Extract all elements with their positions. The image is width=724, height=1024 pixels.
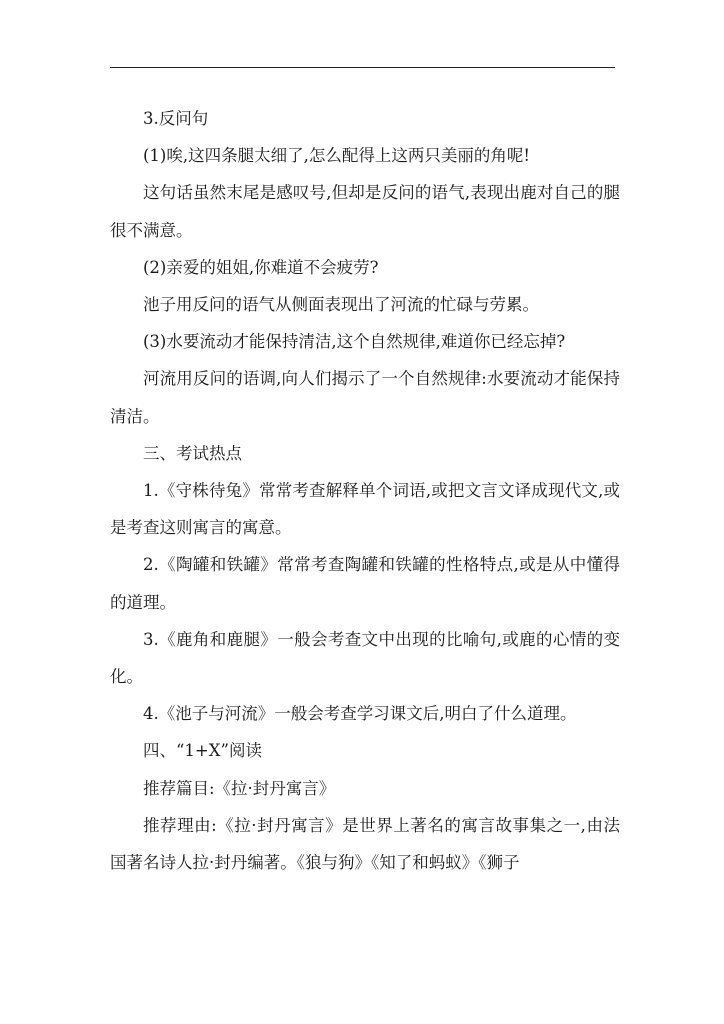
example-sentence-3: (3)水要流动才能保持清洁,这个自然规律,难道你已经忘掉? — [143, 332, 566, 352]
explanation-paragraph-3: 河流用反问的语调,向人们揭示了一个自然规律:水要流动才能保持清洁。 — [110, 369, 620, 426]
exam-point-4: 4.《池子与河流》一般会考查学习课文后,明白了什么道理。 — [143, 704, 577, 724]
header-rule — [110, 67, 615, 68]
section-heading-rhetorical-question: 3.反问句 — [143, 109, 209, 128]
example-sentence-2: (2)亲爱的姐姐,你难道不会疲劳? — [143, 257, 379, 277]
section-heading-reading: 四、“1+X”阅读 — [143, 741, 262, 761]
example-sentence-1: (1)唉,这四条腿太细了,怎么配得上这两只美丽的角呢! — [143, 146, 530, 166]
explanation-paragraph-2: 池子用反问的语气从侧面表现出了河流的忙碌与劳累。 — [143, 295, 539, 315]
document-body — [110, 100, 620, 881]
recommendation-reason: 推荐理由:《拉·封丹寓言》是世界上著名的寓言故事集之一,由法国著名诗人拉·封丹编著。《狼与狗》《知了和蚂蚁》《狮子 — [110, 815, 620, 873]
recommended-title: 推荐篇目:《拉·封丹寓言》 — [143, 778, 336, 798]
section-heading-exam-hotspots: 三、考试热点 — [143, 443, 242, 463]
exam-point-2: 2.《陶罐和铁罐》常常考查陶罐和铁罐的性格特点,或是从中懂得的道理。 — [110, 555, 620, 612]
exam-point-3: 3.《鹿角和鹿腿》一般会考查文中出现的比喻句,或鹿的心情的变化。 — [110, 629, 620, 687]
explanation-paragraph-1: 这句话虽然末尾是感叹号,但却是反问的语气,表现出鹿对自己的腿很不满意。 — [110, 183, 620, 240]
exam-point-1: 1.《守株待兔》常常考查解释单个词语,或把文言文译成现代文,或是考查这则寓言的寓意。 — [110, 481, 620, 538]
